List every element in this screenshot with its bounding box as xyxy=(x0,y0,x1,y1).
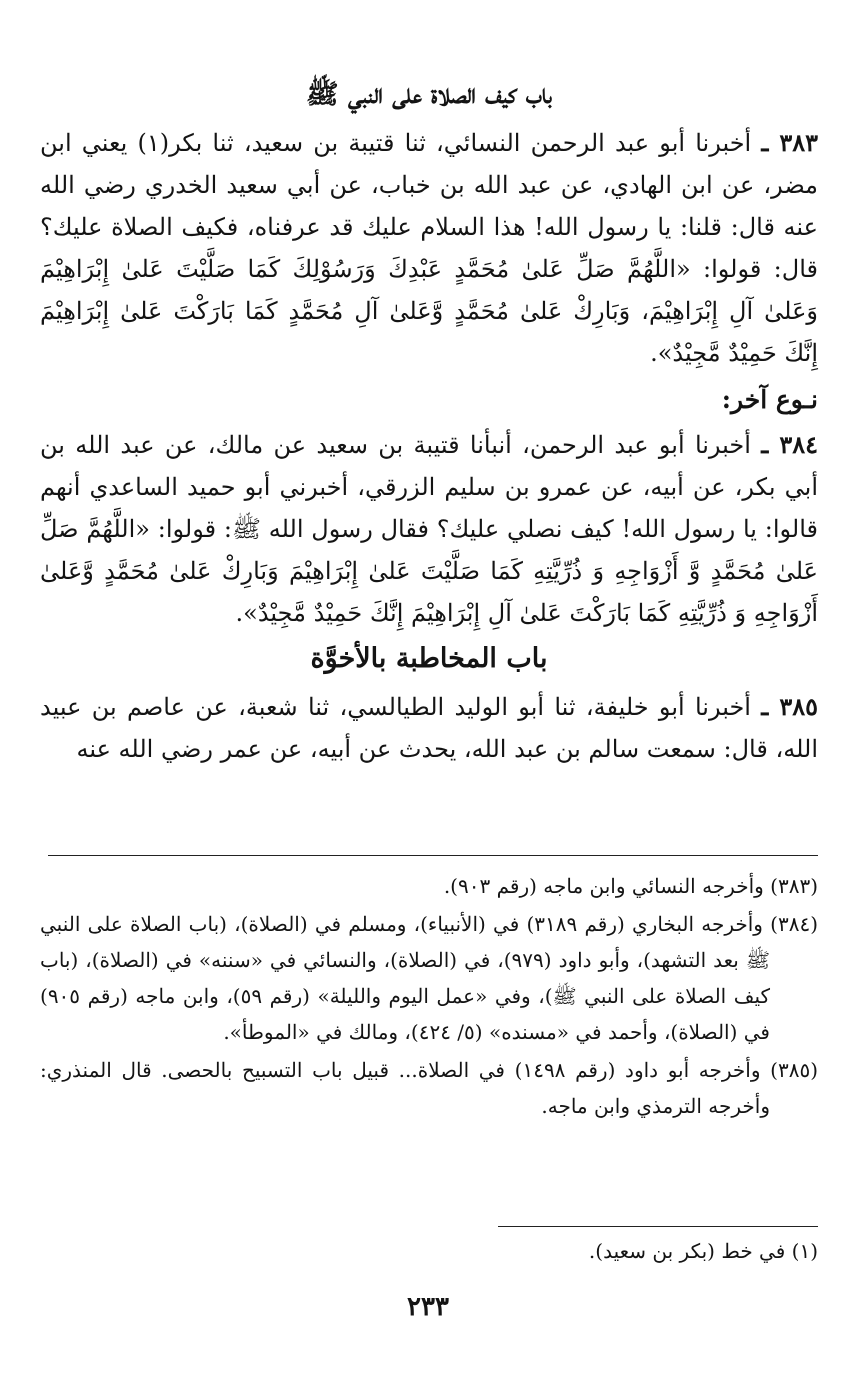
note-384: (٣٨٤) وأخرجه البخاري (رقم ٣١٨٩) في (الأنبياء)، ومسلم في (الصلاة)، (باب الصلاة على النبي ﷺ بعد التشهد)، وأبو داود (٩٧٩)، في (الصلاة)، والنسائي في «سننه» في (الصلاة)، (باب كيف الصلاة على النبي ﷺ)، وفي «عمل اليوم والليلة» (رقم ٥٩)، وابن ماجه (رقم ٩٠٥) في (الصلاة)، وأحمد في «مسنده» (٥/ ٤٢٤)، ومالك في «الموطأ». xyxy=(40,912,819,1044)
chapter-heading-brotherhood: باب المخاطبة بالأخوَّة xyxy=(310,643,548,674)
hadith-number: ٣٨٤ ـ xyxy=(761,430,818,459)
chapter-heading-salat: باب كيف الصلاة على النبي ﷺ xyxy=(306,79,552,110)
hadith-384 xyxy=(40,424,818,634)
hadith-number: ٣٨٣ ـ xyxy=(761,128,818,157)
sub-heading: نـوع آخر: xyxy=(721,385,818,414)
page-number: ٢٣٣ xyxy=(407,1292,449,1322)
takhrij-notes xyxy=(40,868,818,1126)
footnote: (١) في خط (بكر بن سعيد). xyxy=(588,1239,818,1263)
hadith-text: أخبرنا أبو عبد الرحمن النسائي، ثنا قتيبة بن سعيد، ثنا بكر(١) يعني ابن مضر، عن ابن الهادي، عن عبد الله بن خباب، عن أبي سعيد الخدري رضي الله عنه قال: قلنا: يا رسول الله! هذا السلام عليك قد عرفناه، فكيف الصلاة عليك؟ قال: قولوا: «اللَّهُمَّ صَلِّ عَلىٰ مُحَمَّدٍ عَبْدِكَ وَرَسُوْلِكَ كَمَا صَلَّيْتَ عَلىٰ إِبْرَاهِيْمَ وَعَلىٰ آلِ إِبْرَاهِيْمَ، وَبَارِكْ عَلىٰ مُحَمَّدٍ وَّعَلىٰ آلِ مُحَمَّدٍ كَمَا بَارَكْتَ عَلىٰ إِبْرَاهِيْمَ إِنَّكَ حَمِيْدٌ مَّجِيْدٌ». xyxy=(40,129,818,367)
footnote-divider xyxy=(498,1226,818,1227)
hadith-383 xyxy=(40,122,818,374)
note-385: (٣٨٥) وأخرجه أبو داود (رقم ١٤٩٨) في الصلاة... قبيل باب التسبيح بالحصى. قال المنذري: وأخرجه الترمذي وابن ماجه. xyxy=(40,1058,818,1118)
hadith-385 xyxy=(40,686,818,770)
note-383: (٣٨٣) وأخرجه النسائي وابن ماجه (رقم ٩٠٣). xyxy=(443,874,818,898)
hadith-number: ٣٨٥ ـ xyxy=(761,692,818,721)
main-text xyxy=(40,70,818,770)
hadith-text: أخبرنا أبو خليفة، ثنا أبو الوليد الطيالسي، ثنا شعبة، عن عاصم بن عبيد الله، قال: سمعت سالم بن عبد الله، يحدث عن أبيه، عن عمر رضي الله عنه xyxy=(40,693,818,763)
notes-divider xyxy=(48,855,818,856)
hadith-text: أخبرنا أبو عبد الرحمن، أنبأنا قتيبة بن سعيد عن مالك، عن عبد الله بن أبي بكر، عن أبيه، عن عمرو بن سليم الزرقي، أخبرني أبو حميد الساعدي أنهم قالوا: يا رسول الله! كيف نصلي عليك؟ فقال رسول الله ﷺ: قولوا: «اللَّهُمَّ صَلِّ عَلىٰ مُحَمَّدٍ وَّ أَزْوَاجِهِ وَ ذُرِّيَّتِهِ كَمَا صَلَّيْتَ عَلىٰ إِبْرَاهِيْمَ وَبَارِكْ عَلىٰ مُحَمَّدٍ وَّعَلىٰ أَزْوَاجِهِ وَ ذُرِّيَّتِهِ كَمَا بَارَكْتَ عَلىٰ آلِ إِبْرَاهِيْمَ إِنَّكَ حَمِيْدٌ مَّجِيْدٌ». xyxy=(40,431,818,627)
